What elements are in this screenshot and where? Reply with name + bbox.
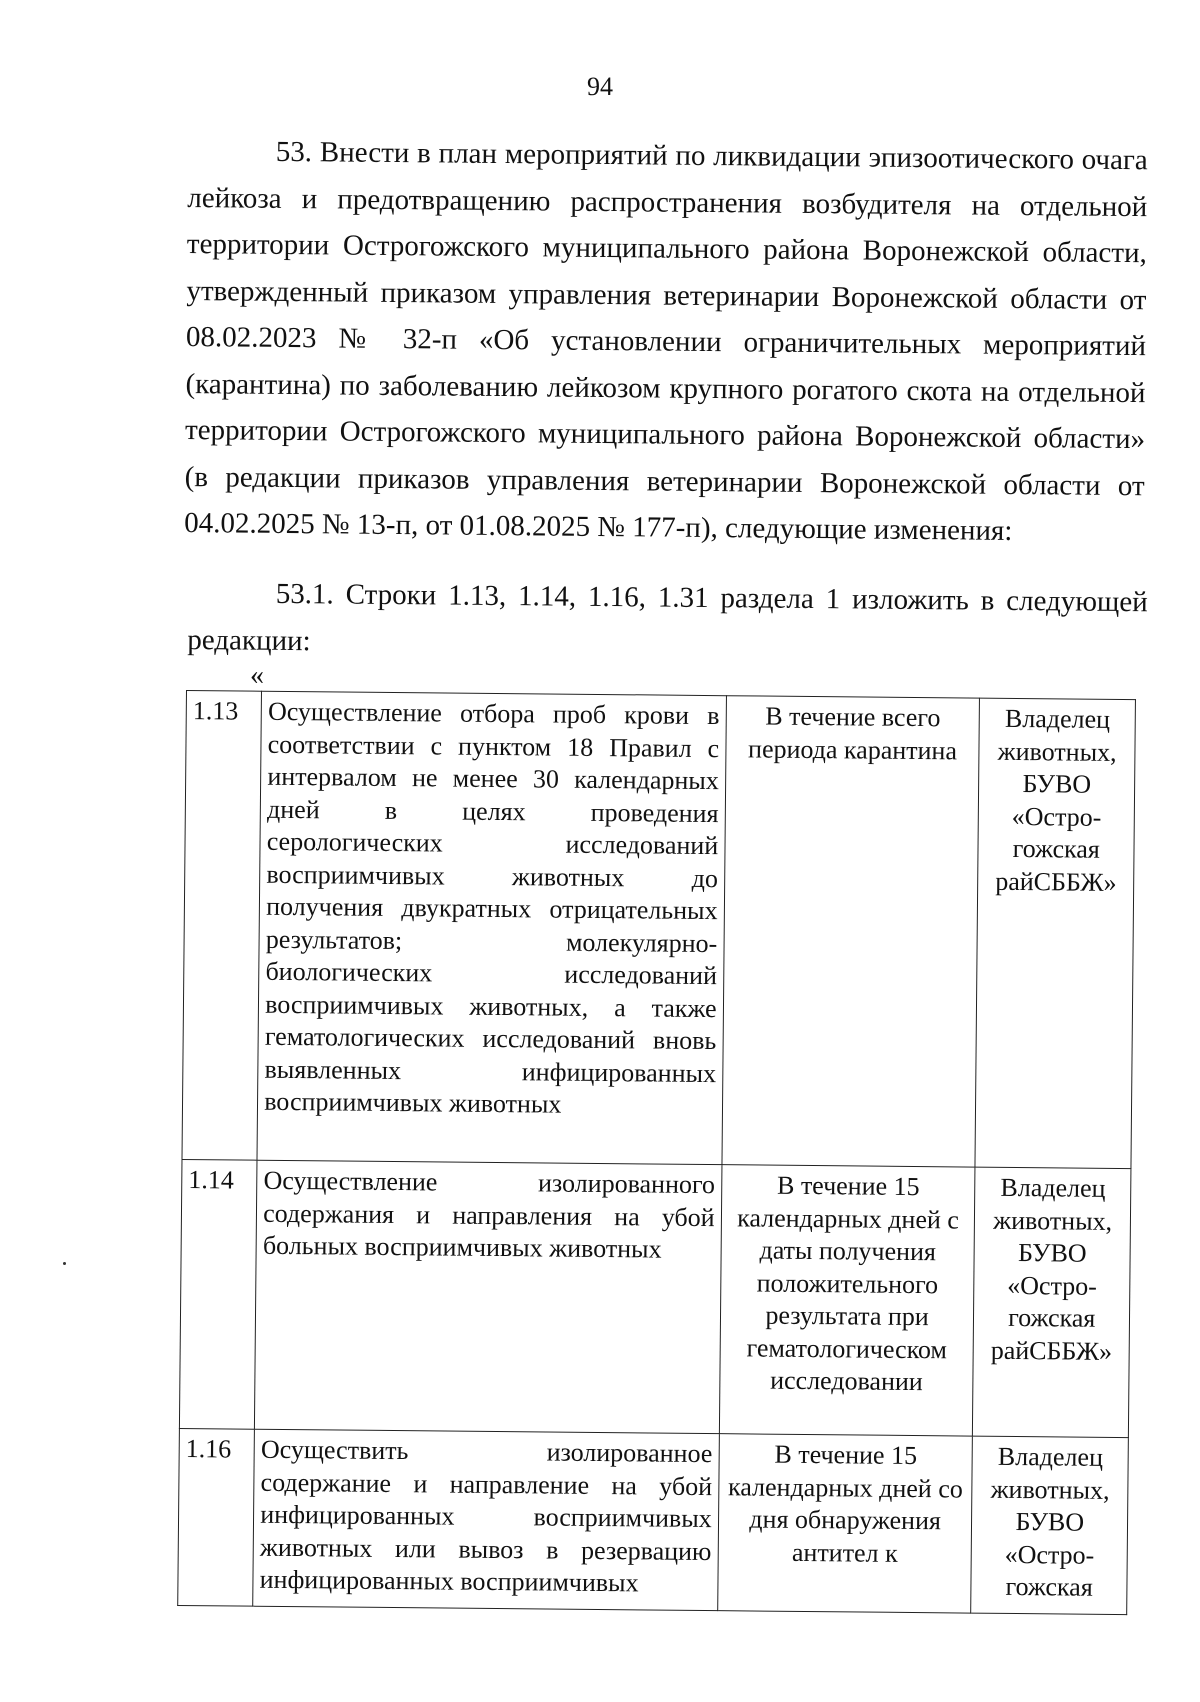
action-cell: Осуществить изолированное содержание и направление на убой инфицированных восприимчивых животных или вывоз в резервацию инфицированных восприимчивых	[253, 1429, 719, 1610]
row-number-cell: 1.13	[182, 691, 262, 1161]
term-cell: В течение всего периода карантина	[722, 696, 980, 1167]
responsible-cell: Владелец животных, БУВО «Остро-гожская райСББЖ»	[973, 1167, 1131, 1437]
table-row	[179, 1159, 1131, 1437]
opening-quote-mark: «	[250, 660, 264, 691]
term-cell: В течение 15 календарных дней со дня обнаружения антител к	[717, 1434, 972, 1613]
responsible-cell: Владелец животных, БУВО «Остро-гожская райСББЖ»	[975, 698, 1135, 1168]
paragraph-53: 53. Внести в план мероприятий по ликвидации эпизоотического очага лейкоза и предотвращению распространения возбудителя на отдельной территории Острогожского муниципального района Воронежской области, утвержденный приказом управления ветеринарии Воронежской области от 08.02.2023 № 32-п «Об установлении ограничительных мероприятий (карантина) по заболеванию лейкозом крупного рогатого скота на отдельной территории Острогожского муниципального района Воронежской области» (в редакции приказов управления ветеринарии Воронежской области от 04.02.2025 № 13-п, от 01.08.2025 № 177-п), следующие изменения:	[184, 135, 1148, 547]
row-number-cell: 1.14	[179, 1159, 257, 1429]
responsible-cell: Владелец животных, БУВО «Остро-гожская	[971, 1436, 1128, 1614]
measures-table	[177, 690, 1136, 1615]
scan-speck	[63, 1262, 66, 1265]
page-number: 94	[587, 72, 613, 101]
action-cell: Осуществление отбора проб крови в соответствии с пунктом 18 Правил с интервалом не менее 30 календарных дней в целях проведения серологических исследований восприимчивых животных до получения двукратных отрицательных результатов; молекулярно-биологических исследований восприимчивых животных, а также гематологических исследований вновь выявленных инфицированных восприимчивых животных	[257, 691, 726, 1164]
action-cell: Осуществление изолированного содержания и направления на убой больных восприимчивых животных	[255, 1160, 722, 1433]
term-cell: В течение 15 календарных дней с даты получения положительного результата при гематологическом исследовании	[719, 1165, 975, 1436]
table-row	[178, 1428, 1129, 1614]
row-number-cell: 1.16	[178, 1428, 255, 1606]
paragraph-53-1: 53.1. Строки 1.13, 1.14, 1.16, 1.31 раздела 1 изложить в следующей редакции:	[187, 577, 1148, 657]
table-row	[182, 691, 1135, 1169]
